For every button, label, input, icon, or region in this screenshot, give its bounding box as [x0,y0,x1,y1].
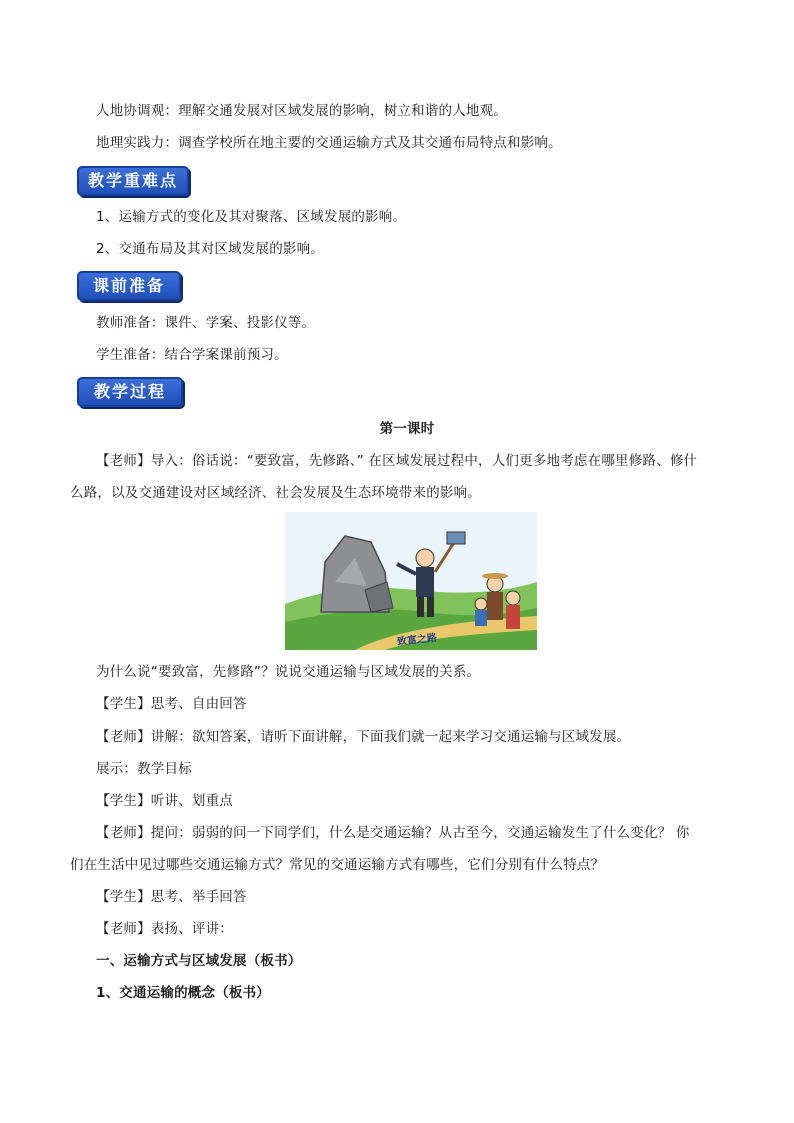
teacher-praise: 【老师】表扬、评讲： [96,921,233,937]
student-reply-2: 【学生】听讲、划重点 [96,793,233,809]
lesson-title: 第一课时 [379,421,435,437]
section-heading-1: 一、运输方式与区域发展（板书） [96,953,302,969]
image-caption-text: 致富之路 [396,632,438,648]
text-teacher-prep: 教师准备：课件、学案、投影仪等。 [96,315,316,331]
question-line: 为什么说“要致富，先修路”？说说交通运输与区域发展的关系。 [96,664,481,680]
heading-key-points: 教学重难点 [77,166,189,196]
teacher-question-line-2: 们在生活中见过哪些交通运输方式？常见的交通运输方式有哪些，它们分别有什么特点？ [70,857,605,873]
student-reply-3: 【学生】思考、举手回答 [96,889,247,905]
student-reply-1: 【学生】思考、自由回答 [96,696,247,712]
teacher-question-line-1: 【老师】提问：弱弱的问一下同学们，什么是交通运输？从古至今，交通运输发生了什么变化？ 你 [96,825,690,841]
cartoon-road-to-wealth-image [285,512,537,650]
key-point-1: 1、运输方式的变化及其对聚落、区域发展的影响。 [96,209,407,225]
heading-process: 教学过程 [77,377,183,407]
intro-line-1: 【老师】导入：俗话说：“要致富，先修路、” 在区域发展过程中，人们更多地考虑在哪里修路、修什 [96,453,698,469]
show-objectives: 展示：教学目标 [96,761,192,777]
heading-preparation: 课前准备 [77,271,181,301]
text-human-land: 人地协调观：理解交通发展对区域发展的影响，树立和谐的人地观。 [96,103,507,119]
text-practice: 地理实践力：调查学校所在地主要的交通运输方式及其交通布局特点和影响。 [96,135,562,151]
teacher-explain: 【老师】讲解：欲知答案，请听下面讲解，下面我们就一起来学习交通运输与区域发展。 [96,729,631,745]
key-point-2: 2、交通布局及其对区域发展的影响。 [96,241,324,257]
subsection-heading-1: 1、交通运输的概念（板书） [96,985,270,1001]
intro-line-2: 么路，以及交通建设对区域经济、社会发展及生态环境带来的影响。 [70,485,481,501]
text-student-prep: 学生准备：结合学案课前预习。 [96,347,288,363]
